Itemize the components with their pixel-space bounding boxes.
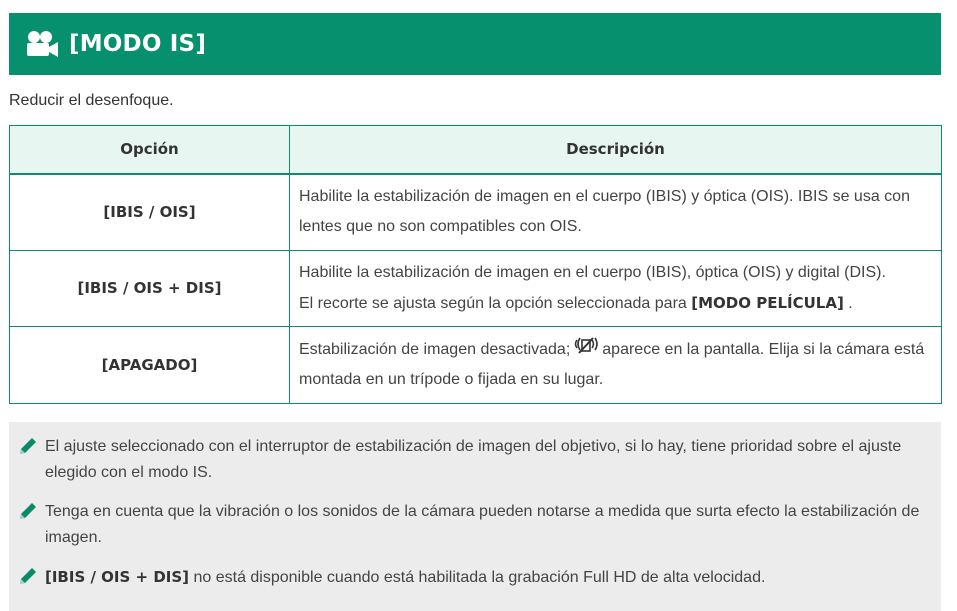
description-line-1: Habilite la estabilización de imagen en el cuerpo (IBIS), óptica (OIS) y digital (DIS).: [299, 263, 886, 281]
page-title: [MODO IS]: [69, 31, 207, 57]
option-cell: [IBIS / OIS]: [10, 174, 290, 251]
table-row: [10, 327, 942, 404]
description-line-2: El recorte se ajusta según la opción seleccionada para: [299, 294, 687, 312]
pencil-icon: [19, 567, 37, 585]
options-table: [9, 125, 942, 404]
note-text: El ajuste seleccionado con el interruptor de estabilización de imagen del objetivo, si lo hay, tiene prioridad sobre el ajuste elegido con el modo IS.: [45, 438, 902, 481]
note-item: [19, 434, 927, 486]
description-before: Estabilización de imagen desactivada;: [299, 341, 571, 359]
stabilization-off-icon: [573, 336, 599, 356]
description-cell: Habilite la estabilización de imagen en el cuerpo (IBIS) y óptica (OIS). IBIS se usa con lentes que no son compatibles con OIS.: [290, 174, 942, 251]
pencil-icon: [19, 502, 37, 520]
table-row: [10, 174, 942, 251]
notes-box: [9, 422, 941, 611]
movie-camera-icon: [25, 30, 59, 58]
note-text: [45, 564, 927, 591]
note-item: [19, 499, 927, 551]
table-row: [10, 250, 942, 327]
note-rest: no está disponible cuando está habilitada la grabación Full HD de alta velocidad.: [189, 569, 766, 586]
description-cell: [290, 327, 942, 404]
description-after: aparece en la pantalla. Elija si la cámara está montada en un trípode o fijada en su lugar.: [299, 341, 925, 389]
column-header-description: Descripción: [290, 126, 942, 174]
intro-text: Reducir el desenfoque.: [9, 92, 174, 109]
column-header-option: Opción: [10, 126, 290, 174]
modo-pelicula-link[interactable]: [MODO PELÍCULA]: [691, 293, 844, 312]
option-cell: [APAGADO]: [10, 327, 290, 404]
description-cell: [290, 250, 942, 327]
table-header-row: [10, 126, 942, 174]
section-header: [9, 13, 941, 75]
description-end: .: [848, 294, 853, 312]
note-bold-label: [IBIS / OIS + DIS]: [45, 568, 190, 586]
note-item: [19, 564, 927, 591]
option-cell: [IBIS / OIS + DIS]: [10, 250, 290, 327]
pencil-icon: [19, 437, 37, 455]
note-text: Tenga en cuenta que la vibración o los sonidos de la cámara pueden notarse a medida que surta efecto la estabilización de imagen.: [45, 503, 920, 546]
